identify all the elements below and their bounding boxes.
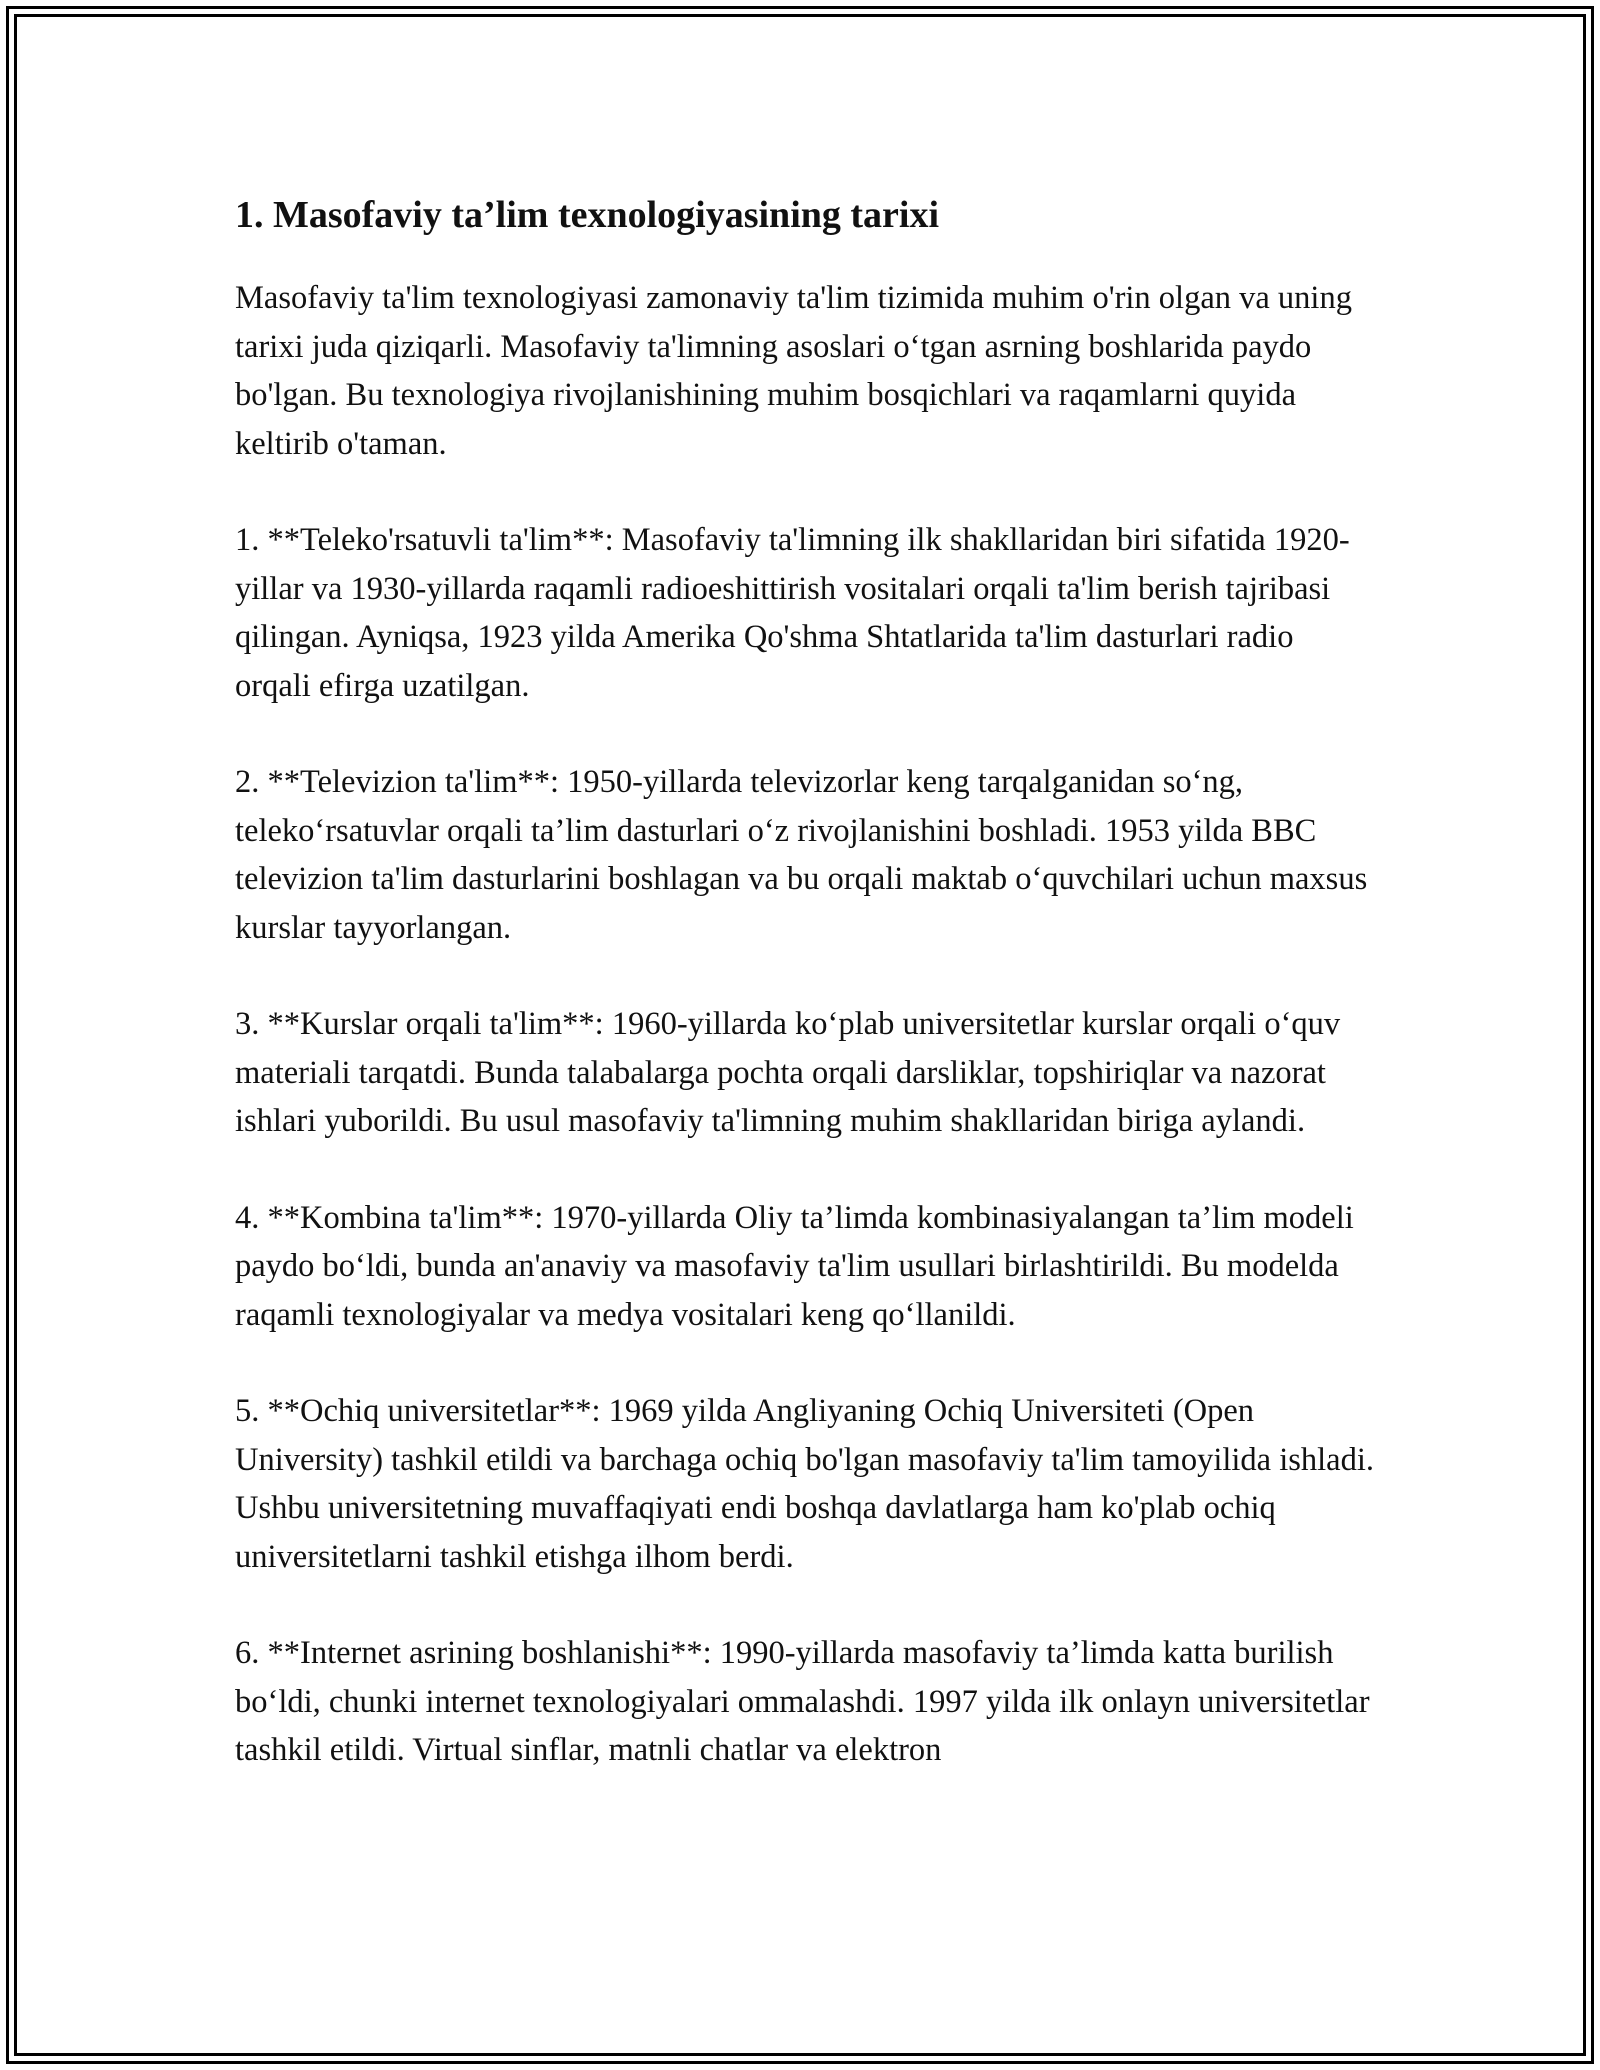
intro-paragraph: Masofaviy ta'lim texnologiyasi zamonaviy ta'lim tizimida muhim o'rin olgan va uning tarixi juda qiziqarli. Masofaviy ta'limning asoslari o‘tgan asrning boshlarida paydo bo'lgan. Bu texnologiya rivojlanishining muhim bosqichlari va raqamlarni quyida keltirib o'taman. bbox=[235, 280, 1352, 462]
paragraph-teleko-rsatuvli-talim: 1. **Teleko'rsatuvli ta'lim**: Masofaviy ta'limning ilk shakllaridan biri sifatida 1920-yillar va 1930-yillarda raqamli radioeshittirish vositalari orqali ta'lim berish tajribasi qilingan. Ayniqsa, 1923 yilda Amerika Qo'shma Shtatlarida ta'lim dasturlari radio orqali efirga uzatilgan. bbox=[235, 522, 1350, 704]
section-heading: 1. Masofaviy ta’lim texnologiyasining tarixi bbox=[235, 194, 940, 236]
paragraph-kurslar-orqali-talim: 3. **Kurslar orqali ta'lim**: 1960-yillarda ko‘plab universitetlar kurslar orqali o‘quv materiali tarqatdi. Bunda talabalarga pochta orqali darsliklar, topshiriqlar va nazorat ishlari yuborildi. Bu usul masofaviy ta'limning muhim shakllaridan biriga aylandi. bbox=[235, 1006, 1341, 1139]
paragraph-kombina-talim: 4. **Kombina ta'lim**: 1970-yillarda Oliy ta’limda kombinasiyalangan ta’lim modeli paydo bo‘ldi, bunda an'anaviy va masofaviy ta'lim usullari birlashtirildi. Bu modelda raqamli texnologiyalar va medya vositalari keng qo‘llanildi. bbox=[235, 1199, 1354, 1333]
paragraph-televizion-talim: 2. **Televizion ta'lim**: 1950-yillarda televizorlar keng tarqalganidan so‘ng, teleko‘rsatuvlar orqali ta’lim dasturlari o‘z rivojlanishini boshladi. 1953 yilda BBC televizion ta'lim dasturlarini boshlagan va bu orqali maktab o‘quvchilari uchun maxsus kurslar tayyorlangan. bbox=[235, 764, 1368, 946]
document-body bbox=[235, 180, 1375, 1823]
paragraph-internet-asrining-boshlanishi: 6. **Internet asrining boshlanishi**: 1990-yillarda masofaviy ta’limda katta burilish bo‘ldi, chunki internet texnologiyalari ommalashdi. 1997 yilda ilk onlayn universitetlar tashkil etildi. Virtual sinflar, matnli chatlar va elektron bbox=[235, 1635, 1370, 1768]
paragraph-ochiq-universitetlar: 5. **Ochiq universitetlar**: 1969 yilda Angliyaning Ochiq Universiteti (Open University) tashkil etildi va barchaga ochiq bo'lgan masofaviy ta'lim tamoyilida ishladi. Ushbu universitetning muvaffaqiyati endi boshqa davlatlarga ham ko'plab ochiq universitetlarni tashkil etishga ilhom berdi. bbox=[235, 1393, 1375, 1575]
